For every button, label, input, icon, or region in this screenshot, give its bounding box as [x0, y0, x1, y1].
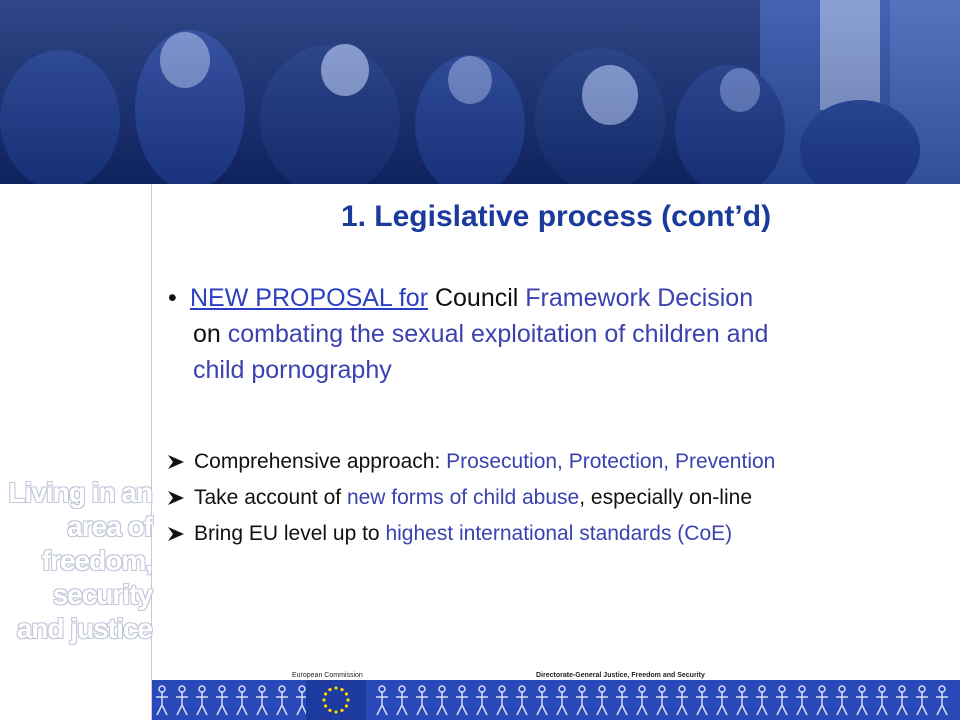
arrow-bullet-item [168, 518, 948, 554]
main-bullet-line2-b: combating the sexual exploitation of children and [227, 320, 769, 348]
main-bullet-line-2 [190, 316, 940, 352]
people-pattern-decoration [152, 680, 960, 720]
footer-directorate-general: Directorate-General Justice, Freedom and Security [536, 672, 705, 679]
slide-title: 1. Legislative process (cont’d) [340, 200, 772, 233]
arrow-bullet-3-plain: Bring EU level up to [194, 522, 386, 545]
arrow-bullet-item [168, 446, 948, 482]
arrow-bullet-2-plain: Take account of [194, 486, 347, 509]
eu-flag-icon [306, 680, 366, 720]
new-proposal-link[interactable]: NEW PROPOSAL for [190, 284, 429, 312]
arrow-bullet-item [168, 482, 948, 518]
tagline-line-4: security [52, 579, 152, 610]
main-bullet-line-3: child pornography [193, 356, 392, 384]
main-bullet-part2: Framework Decision [525, 284, 754, 312]
crowd-photo-image [0, 0, 960, 184]
footer-band [152, 680, 960, 720]
arrow-bullet-2-tail: , especially on-line [579, 486, 752, 509]
arrow-bullet-1-blue: Prosecution, Protection, Prevention [446, 450, 776, 473]
main-bullet-line2-a: on [193, 320, 228, 348]
tagline-line-1: Living in an [8, 477, 152, 508]
arrow-bullet-2-blue: new forms of child abuse [346, 486, 580, 509]
footer-european-commission: European Commission [292, 672, 363, 679]
tagline-watermark [0, 476, 152, 646]
arrow-bullet-list [168, 446, 948, 554]
arrow-bullet-1-plain: Comprehensive approach: [194, 450, 447, 473]
main-bullet-line-1 [190, 280, 940, 316]
tagline-line-2: area of [67, 511, 152, 542]
header-photo-banner [0, 0, 960, 184]
bullet-dot-icon: • [168, 284, 177, 312]
main-bullet-text [190, 280, 940, 388]
arrow-bullet-3-blue: highest international standards (CoE) [385, 522, 733, 545]
arrow-bullet-icon [168, 527, 184, 541]
arrow-bullet-icon [168, 491, 184, 505]
tagline-line-5: and justice [16, 613, 152, 644]
tagline-line-3: freedom, [41, 545, 152, 576]
main-bullet-part1: Council [428, 284, 526, 312]
arrow-bullet-icon [168, 455, 184, 469]
